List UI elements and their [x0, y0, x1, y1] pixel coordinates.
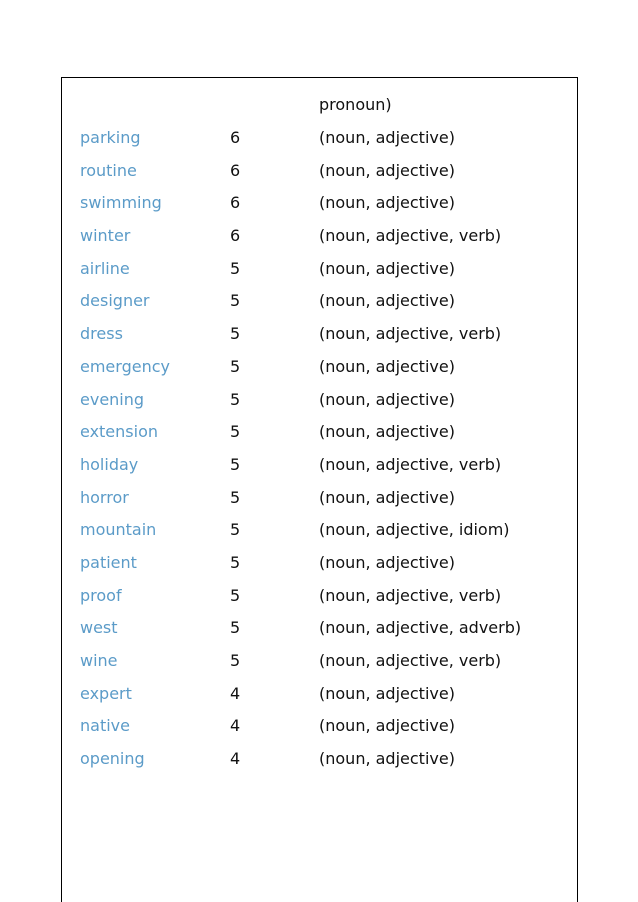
word-cell: expert: [80, 683, 132, 703]
word-cell: dress: [80, 324, 123, 344]
pos-cell: (noun, adjective, verb): [319, 324, 502, 344]
word-cell: native: [80, 716, 130, 736]
word-cell: holiday: [80, 454, 139, 474]
count-cell: 5: [230, 520, 241, 540]
pos-cell: (noun, adjective): [319, 389, 455, 409]
pos-cell: (noun, adjective, verb): [319, 585, 502, 605]
count-cell: 5: [230, 487, 241, 507]
word-cell: extension: [80, 422, 158, 442]
list-item: [62, 454, 577, 487]
pos-cell: (noun, adjective): [319, 716, 455, 736]
word-list-frame: [61, 77, 578, 902]
list-item: [62, 421, 577, 454]
pos-cell: (noun, adjective): [319, 683, 455, 703]
pos-cell: (noun, adjective, verb): [319, 226, 502, 246]
word-cell: patient: [80, 552, 137, 572]
list-item: [62, 192, 577, 225]
pos-cell: (noun, adjective, verb): [319, 651, 502, 670]
list-item: [62, 552, 577, 585]
list-item: [62, 127, 577, 160]
pos-cell: (noun, adjective, adverb): [319, 618, 522, 638]
list-item: [62, 258, 577, 291]
pos-cell: (noun, adjective): [319, 487, 455, 507]
word-list: [62, 127, 577, 781]
count-cell: 6: [230, 193, 241, 213]
list-item: [62, 389, 577, 422]
word-cell: mountain: [80, 520, 157, 540]
count-cell: 5: [230, 651, 241, 670]
list-item: [62, 650, 577, 683]
count-cell: 5: [230, 389, 241, 409]
word-cell: wine: [80, 651, 118, 670]
word-cell: parking: [80, 128, 141, 147]
count-cell: 4: [230, 716, 241, 736]
count-cell: 5: [230, 258, 241, 278]
list-item: [62, 487, 577, 520]
count-cell: 5: [230, 618, 241, 638]
count-cell: 5: [230, 324, 241, 344]
word-cell: proof: [80, 585, 122, 605]
list-item: [62, 748, 577, 781]
count-cell: 5: [230, 454, 241, 474]
word-cell: routine: [80, 160, 137, 180]
list-item: [62, 519, 577, 552]
pos-cell: (noun, adjective): [319, 258, 455, 278]
pos-cell: (noun, adjective, idiom): [319, 520, 510, 540]
list-item: [62, 323, 577, 356]
list-item: [62, 617, 577, 650]
count-cell: 4: [230, 749, 241, 769]
count-cell: 5: [230, 356, 241, 376]
list-item: [62, 715, 577, 748]
list-item: [62, 356, 577, 389]
pos-cell: (noun, adjective): [319, 356, 455, 376]
count-cell: 6: [230, 226, 241, 246]
list-item: [62, 683, 577, 716]
word-cell: evening: [80, 389, 145, 409]
count-cell: 5: [230, 422, 241, 442]
list-item: [62, 290, 577, 323]
continuation-row: [62, 94, 577, 116]
pos-cell: (noun, adjective): [319, 160, 455, 180]
pos-cell: (noun, adjective, verb): [319, 454, 502, 474]
list-item: [62, 585, 577, 618]
pos-cell: (noun, adjective): [319, 128, 455, 147]
count-cell: 4: [230, 683, 241, 703]
count-cell: 5: [230, 552, 241, 572]
word-cell: emergency: [80, 356, 170, 376]
pos-cell: (noun, adjective): [319, 422, 455, 442]
count-cell: 6: [230, 128, 241, 147]
pos-cell: (noun, adjective): [319, 193, 455, 213]
word-cell: designer: [80, 291, 150, 311]
word-cell: horror: [80, 487, 129, 507]
list-item: [62, 160, 577, 193]
count-cell: 5: [230, 291, 241, 311]
pos-cell: (noun, adjective): [319, 291, 455, 311]
count-cell: 5: [230, 585, 241, 605]
word-cell: west: [80, 618, 118, 638]
word-cell: winter: [80, 226, 131, 246]
continuation-text: pronoun): [319, 95, 392, 114]
list-item: [62, 225, 577, 258]
word-cell: airline: [80, 258, 130, 278]
pos-cell: (noun, adjective): [319, 749, 455, 769]
pos-cell: (noun, adjective): [319, 552, 455, 572]
count-cell: 6: [230, 160, 241, 180]
word-cell: swimming: [80, 193, 162, 213]
word-cell: opening: [80, 749, 145, 769]
